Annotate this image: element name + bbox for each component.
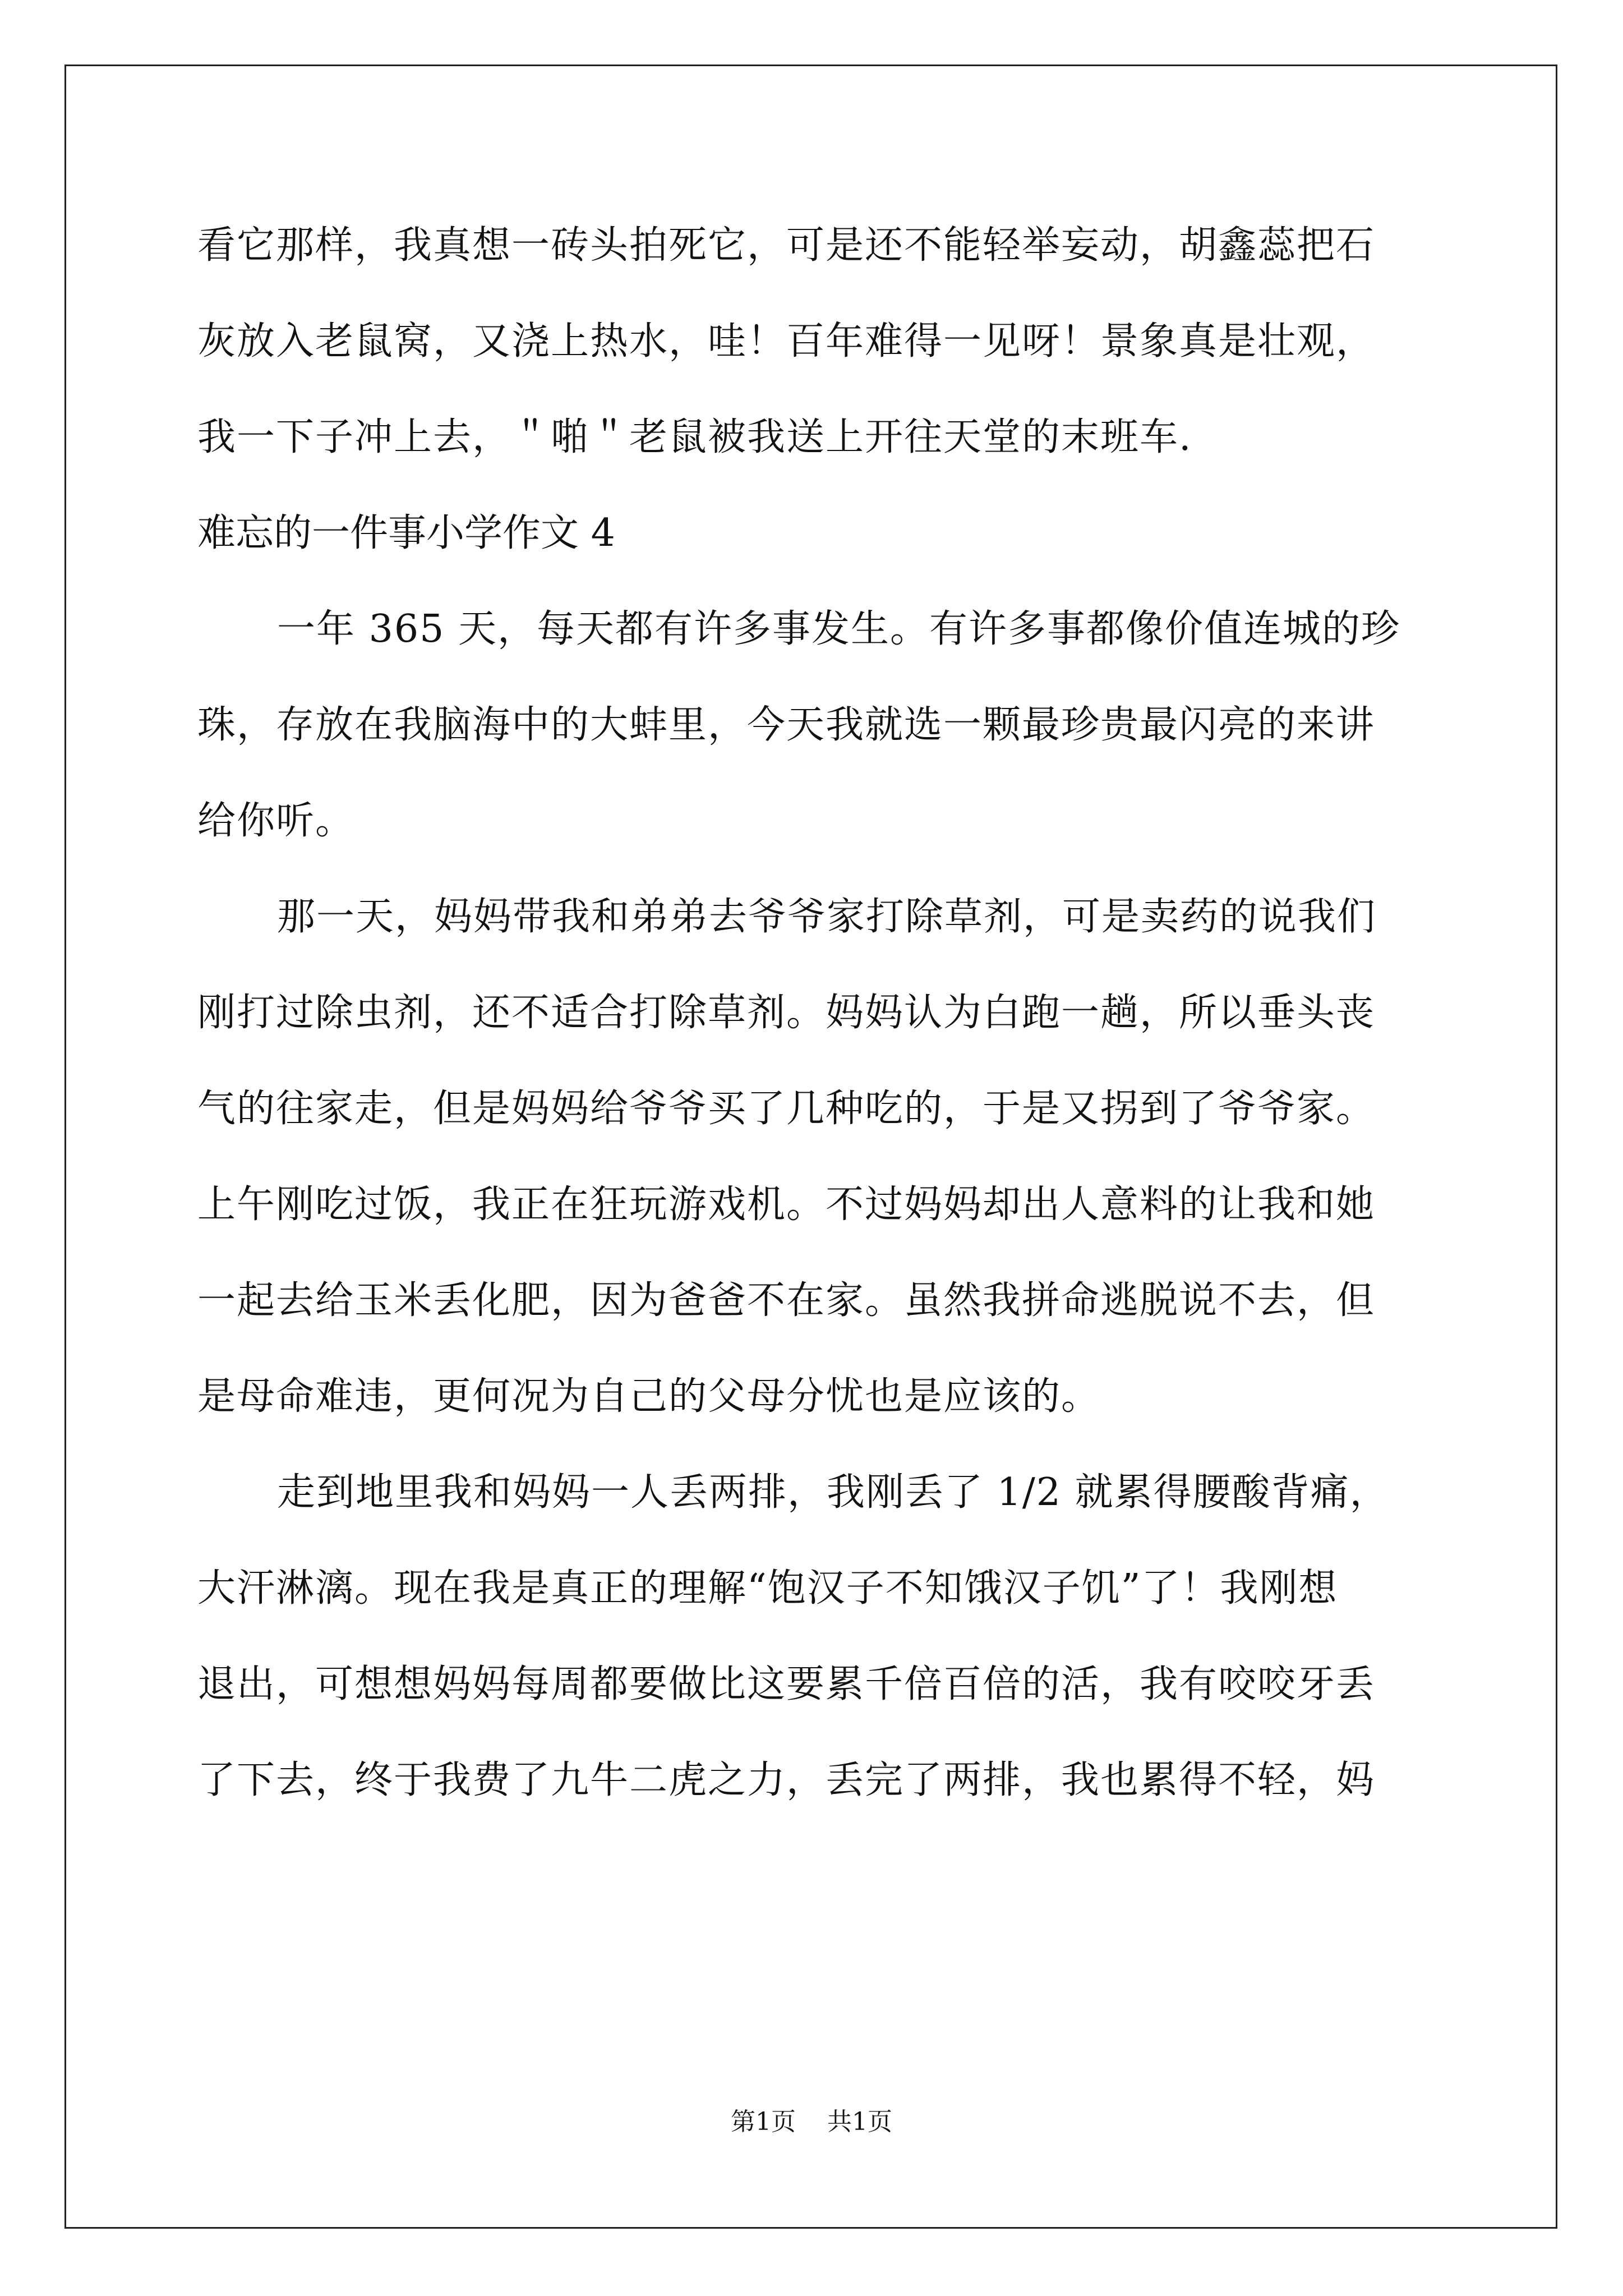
page-number-footer: 第1页 共1页 xyxy=(731,2108,892,2136)
text-line: 大汗淋漓。现在我是真正的理解“饱汉子不知饿汉子饥”了！我刚想 xyxy=(197,1566,1338,1611)
page-border xyxy=(64,65,1557,2229)
paragraph-first-line: 一年 365 天，每天都有许多事发生。有许多事都像价值连城的珍 xyxy=(277,607,1401,651)
text-line: 了下去，终于我费了九牛二虎之力，丢完了两排，我也累得不轻，妈 xyxy=(197,1758,1376,1802)
text-line: 我一下子冲上去，＂啪＂老鼠被我送上开往天堂的末班车. xyxy=(197,415,1192,459)
text-line: 上午刚吃过饭，我正在狂玩游戏机。不过妈妈却出人意料的让我和她 xyxy=(197,1182,1376,1227)
text-line: 刚打过除虫剂，还不适合打除草剂。妈妈认为白跑一趟，所以垂头丧 xyxy=(197,991,1376,1035)
text-line: 给你听。 xyxy=(197,799,355,843)
text-line: 看它那样，我真想一砖头拍死它，可是还不能轻举妄动，胡鑫蕊把石 xyxy=(197,223,1376,268)
text-line: 一起去给玉米丢化肥，因为爸爸不在家。虽然我拼命逃脱说不去，但 xyxy=(197,1278,1376,1323)
text-line: 珠，存放在我脑海中的大蚌里，今天我就选一颗最珍贵最闪亮的来讲 xyxy=(197,703,1376,747)
text-line: 灰放入老鼠窝，又浇上热水，哇！百年难得一见呀！景象真是壮观， xyxy=(197,319,1376,364)
text-line: 退出，可想想妈妈每周都要做比这要累千倍百倍的活，我有咬咬牙丢 xyxy=(197,1662,1376,1706)
paragraph-first-line: 那一天，妈妈带我和弟弟去爷爷家打除草剂，可是卖药的说我们 xyxy=(277,895,1377,939)
text-line: 气的往家走，但是妈妈给爷爷买了几种吃的，于是又拐到了爷爷家。 xyxy=(197,1087,1376,1131)
text-line: 是母命难违，更何况为自己的父母分忧也是应该的。 xyxy=(197,1374,1101,1419)
section-heading: 难忘的一件事小学作文 4 xyxy=(197,511,615,555)
paragraph-first-line: 走到地里我和妈妈一人丢两排，我刚丢了 1/2 就累得腰酸背痛， xyxy=(277,1470,1389,1515)
